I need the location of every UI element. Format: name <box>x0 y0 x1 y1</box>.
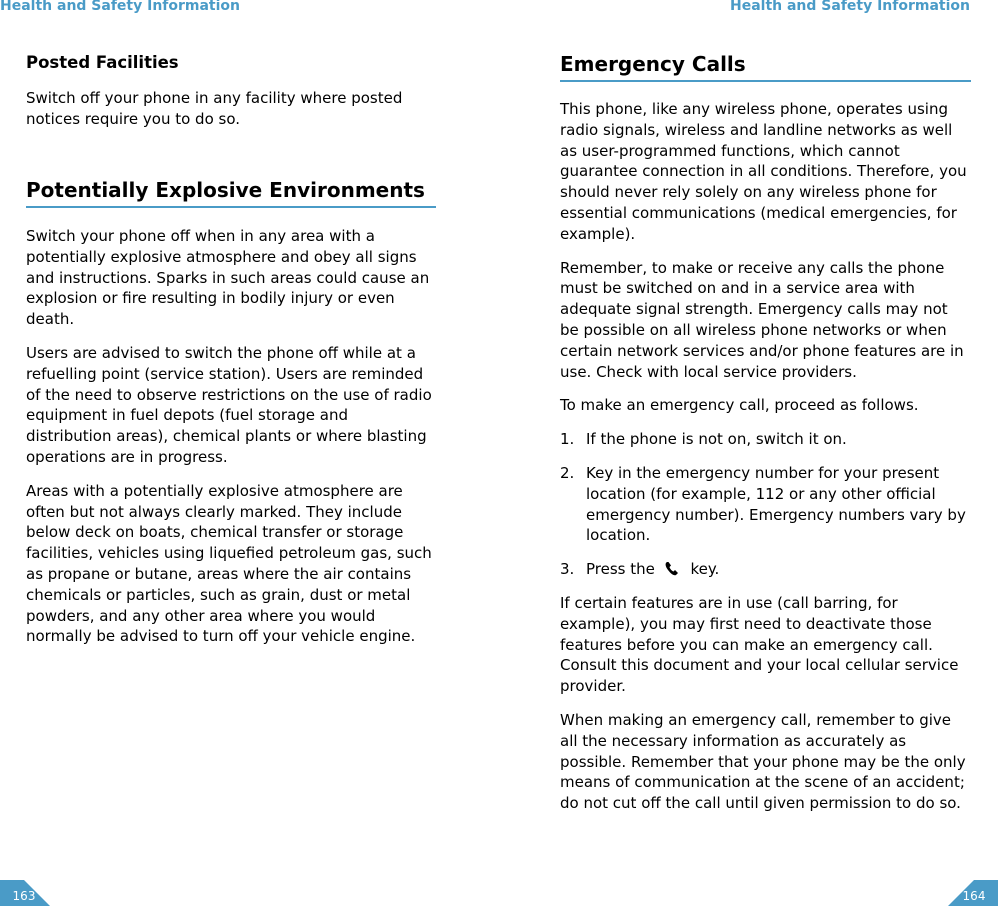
step-text: If the phone is not on, switch it on. <box>586 430 847 449</box>
step-number: 1. <box>560 430 575 449</box>
explosive-environments-heading: Potentially Explosive Environments <box>26 178 425 202</box>
step-text <box>586 559 971 580</box>
paragraph: Users are advised to switch the phone off while at a refuelling point (service station). Users are reminded of the need to observe restrictions on the use of radio equipment in fuel depots (fuel storage and distribution areas), chemical plants or where blasting operations are in progress. <box>26 343 432 466</box>
running-head-right: Health and Safety Information <box>729 0 970 14</box>
paragraph: This phone, like any wireless phone, operates using radio signals, wireless and landline networks as well as user-programmed functions, which cannot guarantee connection in all conditions. Therefore, you should never rely solely on any wireless phone for essential communications (medical emergencies, for example). <box>560 100 967 243</box>
step-text-after: key. <box>690 560 720 579</box>
step-text: Key in the emergency number for your present location (for example, 112 or any other official emergency number). Emergency numbers vary by location. <box>586 463 966 545</box>
page-number-tab-left <box>0 880 52 906</box>
paragraph: When making an emergency call, remember to give all the necessary information as accurately as possible. Remember that your phone may be the only means of communication at the scene of an accident; do not cut off the call until given permission to do so. <box>560 710 966 813</box>
step-text-before: Press the <box>586 560 655 579</box>
paragraph: To make an emergency call, proceed as follows. <box>560 396 919 415</box>
page-number-tab-right <box>946 880 998 906</box>
step-number: 2. <box>560 463 575 482</box>
paragraph: Areas with a potentially explosive atmosphere are often but not always clearly marked. They include below deck on boats, chemical transfer or storage facilities, vehicles using liquefied petroleum gas, such as propane or butane, areas where the air contains chemicals or particles, such as grain, dust or metal powders, and any other area where you would normally be advised to turn off your vehicle engine. <box>26 481 432 646</box>
running-head-left: Health and Safety Information <box>0 0 241 14</box>
page-number-left: 163 <box>12 889 36 903</box>
step-item <box>560 559 971 580</box>
paragraph: Remember, to make or receive any calls the phone must be switched on and in a service area with adequate signal strength. Emergency calls may not be possible on all wireless phone networks or when certain network services and/or phone features are in use. Check with local service providers. <box>560 258 964 381</box>
step-number: 3. <box>560 560 575 579</box>
paragraph: Switch your phone off when in any area with a potentially explosive atmosphere and obey all signs and instructions. Sparks in such areas could cause an explosion or fire resulting in bodily injury or even death. <box>26 227 430 329</box>
heading-rule <box>26 206 436 208</box>
posted-facilities-text: Switch off your phone in any facility where posted notices require you to do so. <box>26 89 403 128</box>
step-item <box>560 429 971 450</box>
emergency-body <box>560 99 971 827</box>
paragraph: If certain features are in use (call barring, for example), you may first need to deactivate those features before you can make an emergency call. Consult this document and your local cellular service provider. <box>560 593 959 696</box>
posted-facilities-heading: Posted Facilities <box>26 53 179 72</box>
page-number-right: 164 <box>962 889 986 903</box>
phone-send-key-icon <box>662 560 684 578</box>
step-item <box>560 463 971 546</box>
explosive-body <box>26 226 436 660</box>
emergency-calls-heading: Emergency Calls <box>560 52 746 76</box>
heading-rule <box>560 80 971 82</box>
